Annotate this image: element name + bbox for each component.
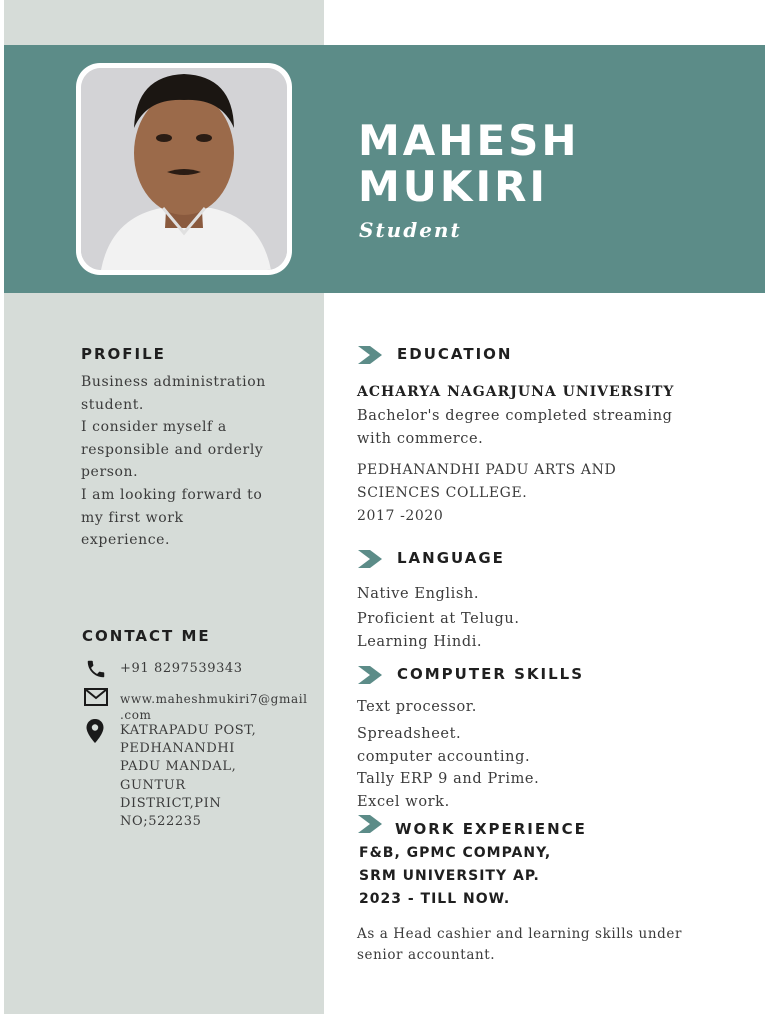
- education-heading: EDUCATION: [397, 345, 513, 363]
- work-line: SRM UNIVERSITY AP.: [359, 868, 540, 884]
- address-line: KATRAPADU POST,: [120, 723, 257, 738]
- profile-line: I am looking forward to: [81, 486, 263, 503]
- language-heading: LANGUAGE: [397, 549, 505, 567]
- profile-line: responsible and orderly: [81, 441, 264, 458]
- profile-heading: PROFILE: [81, 345, 166, 363]
- address-line: DISTRICT,PIN: [120, 795, 222, 811]
- chevron-right-icon: [358, 815, 382, 833]
- address-line: GUNTUR: [120, 777, 186, 793]
- college-text: [357, 459, 616, 528]
- profile-line: I consider myself a: [81, 419, 227, 436]
- profile-line: student.: [81, 396, 144, 413]
- job-title: Student: [359, 218, 462, 242]
- address: [120, 722, 256, 831]
- profile-line: Business administration: [81, 374, 266, 390]
- chevron-right-icon: [358, 666, 382, 684]
- profile-text: [81, 371, 266, 552]
- college-line: PEDHANANDHI PADU ARTS AND: [357, 462, 617, 478]
- profile-line: person.: [81, 464, 139, 481]
- skill-item: Spreadsheet.: [357, 726, 462, 742]
- college-line: SCIENCES COLLEGE.: [357, 485, 528, 501]
- chevron-right-icon: [358, 550, 382, 568]
- language-item: Native English.: [357, 586, 480, 602]
- language-item: Learning Hindi.: [357, 634, 483, 650]
- address-line: PADU MANDAL,: [120, 759, 237, 775]
- profile-photo: [81, 68, 287, 270]
- first-name: MAHESH: [358, 116, 580, 165]
- profile-line: my first work: [81, 509, 184, 526]
- last-name: MUKIRI: [358, 162, 549, 211]
- work-description-line: senior accountant.: [357, 947, 496, 963]
- skill-item: Text processor.: [357, 699, 477, 715]
- email-line: .com: [120, 708, 152, 722]
- address-line: NO;522235: [120, 814, 202, 830]
- degree-line: Bachelor's degree completed streaming: [357, 408, 673, 424]
- contact-heading: CONTACT ME: [82, 627, 211, 645]
- phone-icon: [85, 658, 107, 680]
- profile-line: experience.: [81, 532, 171, 549]
- skill-item: Tally ERP 9 and Prime.: [357, 771, 540, 787]
- work-experience-heading: WORK EXPERIENCE: [395, 820, 587, 838]
- work-description: [357, 924, 682, 966]
- profile-photo-frame: [76, 63, 292, 275]
- university-name: ACHARYA NAGARJUNA UNIVERSITY: [357, 384, 675, 400]
- chevron-right-icon: [358, 346, 382, 364]
- address-line: PEDHANANDHI: [120, 741, 236, 757]
- degree-text: [357, 405, 673, 450]
- work-description-line: As a Head cashier and learning skills under: [357, 926, 683, 942]
- phone-number[interactable]: +91 8297539343: [120, 661, 243, 676]
- work-line: 2023 - TILL NOW.: [359, 891, 511, 907]
- skill-item: Excel work.: [357, 794, 450, 810]
- mail-icon: [84, 688, 108, 706]
- email-line: www.maheshmukiri7@gmail: [120, 692, 308, 706]
- email-address[interactable]: [120, 691, 308, 723]
- computer-skills-heading: COMPUTER SKILLS: [397, 665, 585, 683]
- skill-item: computer accounting.: [357, 749, 531, 765]
- degree-line: with commerce.: [357, 430, 484, 447]
- college-line: 2017 -2020: [357, 508, 444, 524]
- location-pin-icon: [85, 718, 105, 744]
- language-item: Proficient at Telugu.: [357, 611, 520, 627]
- work-line: F&B, GPMC COMPANY,: [359, 845, 552, 861]
